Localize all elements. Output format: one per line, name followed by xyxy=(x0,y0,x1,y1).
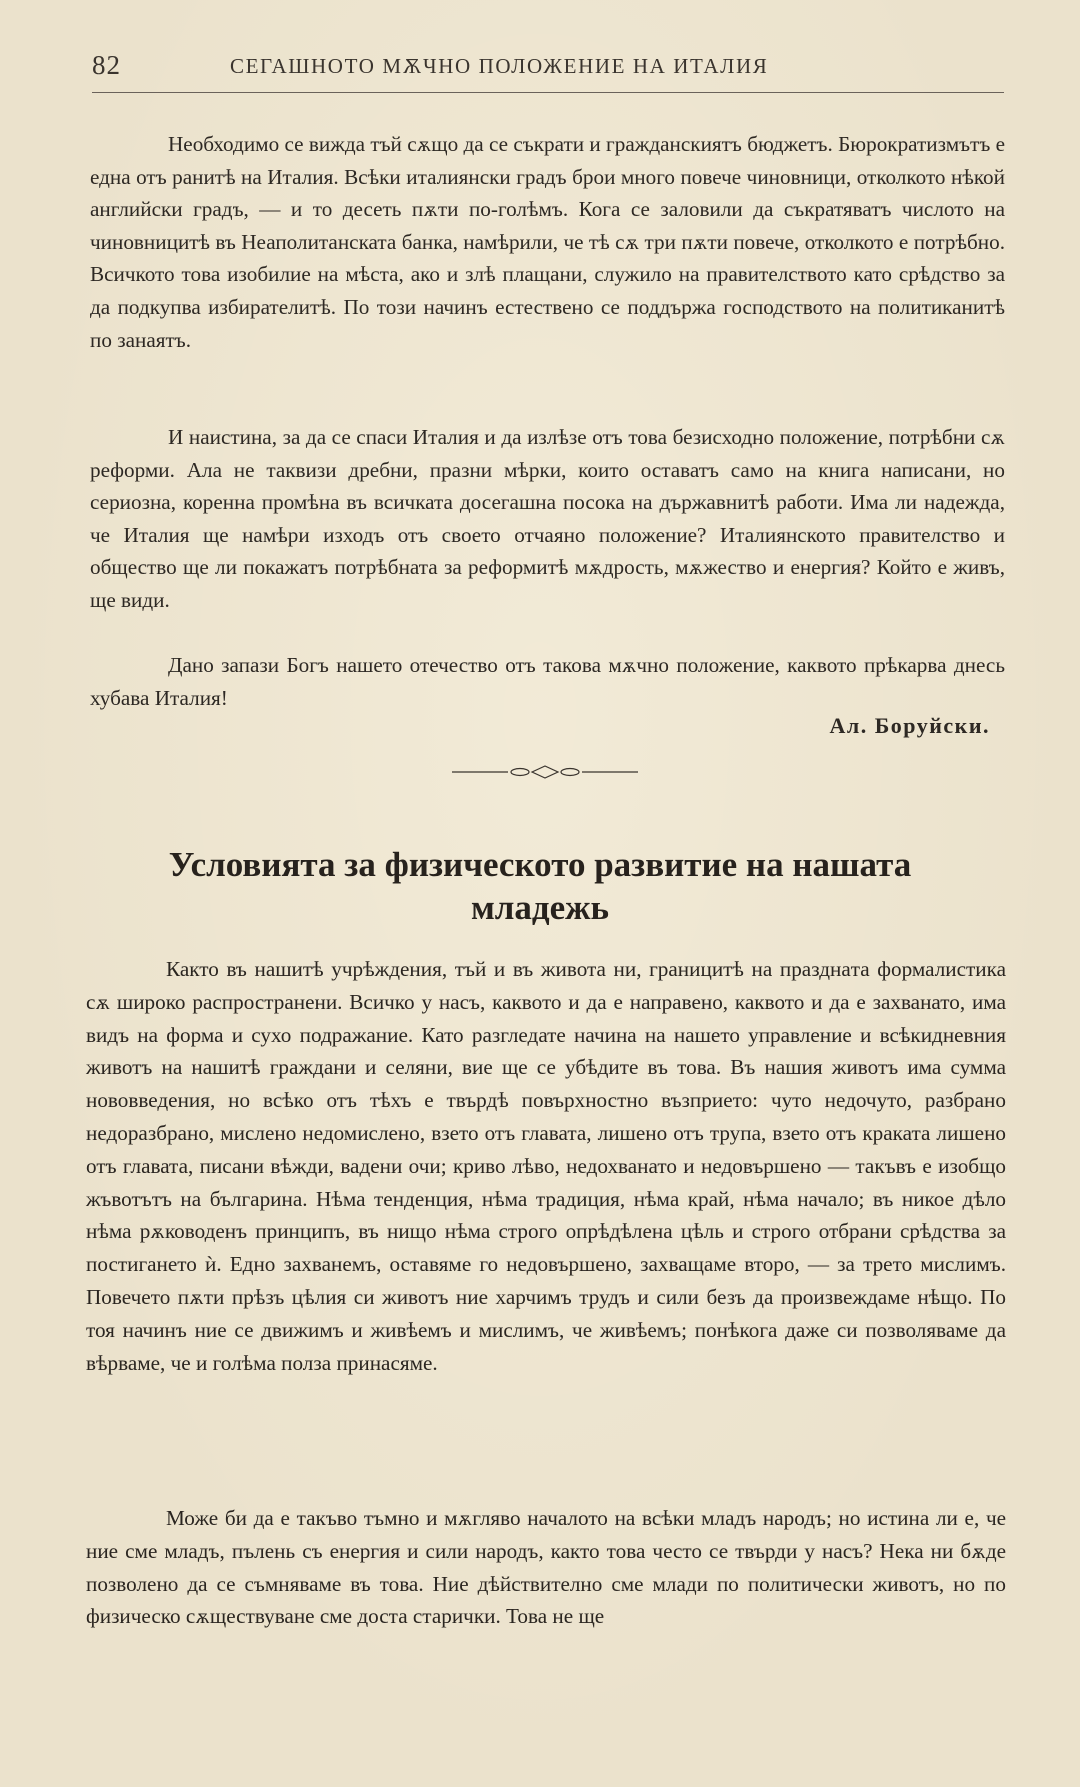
section-divider-ornament xyxy=(450,764,640,780)
article1-paragraph-3: Дано запази Богъ нашето отечество отъ такова мѫчно положение, каквото прѣкарва днесь хубава Италия! xyxy=(90,653,1005,710)
article1-paragraph-1: Необходимо се вижда тъй сѫщо да се съкрати и гражданскиятъ бюджетъ. Бюрократизмътъ е една отъ ранитѣ на Италия. Всѣки италиянски градъ брои много повече чиновници, отколкото нѣкой английски градъ, — и то десеть пѫти по-голѣмъ. Кога се заловили да съкратяватъ числото на чиновницитѣ въ Неаполитанската банка, намѣрили, че тѣ сѫ три пѫти повече, отколкото е потрѣбно. Всичкото това изобилие на мѣста, ако и злѣ плащани, служило на правителството като срѣдство за да подкупва избирателитѣ. По този начинъ естествено се поддържа господството на политиканитѣ по занаятъ. xyxy=(90,132,1005,352)
article2-paragraph-1: Както въ нашитѣ учрѣждения, тъй и въ живота ни, границитѣ на празднaта формалистика сѫ широко распространени. Всичко у насъ, каквото и да е направено, каквото и да е захванато, има видъ на форма и сухо подражание. Като разгледате начина на нашето управление и всѣкидневния животъ на нашитѣ граждани и селяни, вие ще се убѣдите въ това. Въ нашия животъ има сумма нововведения, но всѣко отъ тѣхъ е твърдѣ повърхностно възприето: чуто недочуто, разбрано недоразбрано, мислено недомислено, взето отъ главата, лишено отъ трупа, взето отъ краката лишено отъ главата, писани вѣжди, вадени очи; криво лѣво, недохванато и недовършено — такъвъ е изобщо жъвотътъ на българина. Нѣма тенденция, нѣма традиция, нѣма край, нѣма начало; въ никое дѣло нѣма рѫководенъ принципъ, въ нищо нѣма строго опрѣдѣлена цѣль и строго отбрани срѣдства за постигането ѝ. Едно захванемъ, оставяме го недовършено, захващаме второ, — за трето мислимъ. Повечето пѫти прѣзъ цѣлия си животъ ние харчимъ трудъ и сили безъ да произвеждаме нѣщо. По тоя начинъ ние се движимъ и живѣемъ и мислимъ, че живѣемъ; понѣкога даже си позволяваме да вѣрваме, че и голѣма полза принасяме. xyxy=(86,957,1006,1375)
article2-title: Условията за физическото развитие на нашата младежь xyxy=(168,845,912,927)
article2-paragraph-2: Може би да е такъво тъмно и мѫгляво началото на всѣки младъ народъ; но истина ли е, че ние сме младъ, пълень съ енергия и сили народъ, както това често се твърди у насъ? Нека ни бѫде позволено да се съмняваме въ това. Ние дѣйствително сме млади по политически животъ, но по физическо сѫществуване сме доста старички. Това не ще xyxy=(86,1506,1006,1629)
article1-paragraph-2: И наистина, за да се спаси Италия и да излѣзе отъ това безисходно положение, потрѣбни сѫ реформи. Ала не таквизи дребни, празни мѣрки, които оставатъ само на книга написани, но сериозна, коренна промѣна въ всичката досегашна посока на държавнитѣ работи. Има ли надежда, че Италия ще намѣри изходъ отъ своето отчаяно положение? Италиянското правителство и общество ще ли покажатъ потрѣбната за реформитѣ мѫдрость, мѫжество и енергия? Който е живъ, ще види. xyxy=(90,425,1005,612)
page-number: 82 xyxy=(92,50,121,80)
author-signature: Ал. Боруйски. xyxy=(829,713,990,738)
running-title: СЕГАШНОТО МѪЧНО ПОЛОЖЕНИЕ НА ИТАЛИЯ xyxy=(230,54,769,78)
header-rule xyxy=(92,92,1004,93)
page-header xyxy=(92,50,1004,90)
